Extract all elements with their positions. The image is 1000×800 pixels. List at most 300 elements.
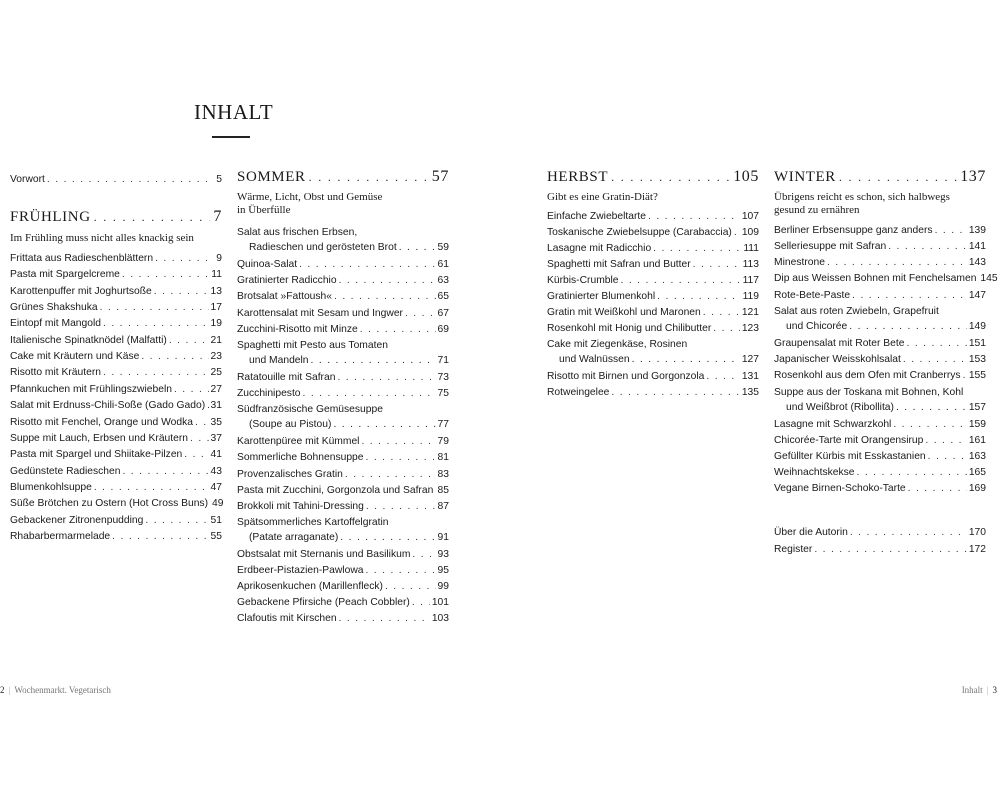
subtitle-line: Übrigens reicht es schon, sich halbwegs [774,191,950,203]
entry-label-continued: und Walnüssen [559,354,630,365]
entry-label-line2 [237,417,449,432]
footer-separator: | [8,685,11,695]
entry-page: 21 [210,334,222,346]
entry-page: 35 [210,416,222,428]
entry-label: Ratatouille mit Safran [237,371,336,383]
section-page: 137 [960,168,986,185]
entry-label: Salat aus roten Zwiebeln, Grapefruit [774,305,939,317]
entry-label: Lasagne mit Schwarzkohl [774,418,892,430]
entry-label: Zucchinipesto [237,388,301,399]
toc-entry[interactable] [547,321,759,336]
leader-dots [888,239,967,254]
subtitle-line: in Überfülle [237,204,291,216]
toc-entry[interactable] [237,370,449,385]
toc-entry[interactable] [547,289,759,304]
entry-label: Register [774,543,813,555]
entry-page: 141 [968,241,986,253]
entry-label: Berliner Erbsensuppe ganz anders [774,225,933,236]
toc-entry[interactable] [10,496,222,511]
leader-dots [657,289,740,304]
leader-dots [47,172,214,187]
leader-dots [827,255,967,270]
leader-dots [309,170,429,185]
leader-dots [122,464,208,479]
leader-dots [94,210,211,225]
leader-dots [195,415,209,430]
subtitle-line: Wärme, Licht, Obst und Gemüse [237,191,383,203]
entry-page: 43 [210,465,222,477]
entry-page: 23 [210,351,222,363]
entry-page: 67 [437,307,449,319]
leader-dots [333,417,435,432]
leader-dots [334,289,436,304]
entry-label: Karottenpuffer mit Joghurtsoße [10,285,152,297]
entry-label: Kürbis-Crumble [547,275,619,286]
section-heading-winter[interactable] [774,168,986,186]
leader-dots [611,170,730,185]
leader-dots [385,579,436,594]
entry-label: Italienische Spinatknödel (Malfatti) [10,334,167,346]
entry-label: Minestrone [774,257,825,269]
entry-page: 111 [743,243,759,254]
entry-label: Risotto mit Birnen und Gorgonzola [547,371,705,382]
leader-dots [169,333,209,348]
toc-entry[interactable] [774,304,986,334]
entry-label: Aprikosenkuchen (Marillenfleck) [237,581,383,593]
entry-page: 41 [210,449,222,461]
entry-page: 91 [437,531,449,543]
toc-entry[interactable] [547,241,759,256]
entry-label: Toskanische Zwiebelsuppe (Carabaccia) [547,227,732,238]
title-rule [212,136,250,138]
entry-page: 51 [210,514,222,526]
leader-dots [141,349,208,364]
toc-entry[interactable] [10,316,222,331]
toc-entry[interactable] [10,513,222,528]
leader-dots [303,386,436,401]
entry-label: Vorwort [10,174,45,185]
toc-entry[interactable] [10,431,222,446]
entry-label-continued: und Chicorée [786,320,848,332]
leader-dots [365,563,435,578]
entry-page: 149 [968,320,986,332]
entry-page: 151 [968,338,986,350]
leader-dots [908,481,967,496]
section-heading-fruehling[interactable] [10,208,222,226]
entry-page: 135 [741,387,759,398]
toc-entry[interactable] [774,288,986,303]
entry-page: 163 [968,451,986,463]
entry-label-line2 [237,240,449,255]
entry-label: Spaghetti mit Safran und Butter [547,259,691,270]
entry-page: 147 [968,289,986,301]
entry-page: 131 [741,371,759,382]
leader-dots [361,434,435,449]
entry-label: Lasagne mit Radicchio [547,243,652,254]
toc-entry[interactable] [10,480,222,495]
section-subtitle [237,191,382,217]
entry-page: 119 [742,291,759,302]
toc-entry[interactable] [237,611,449,626]
entry-label-line2 [237,353,449,368]
entry-label: Frittata aus Radieschenblättern [10,253,154,264]
entry-label: Pfannkuchen mit Frühlingszwiebeln [10,383,172,395]
entry-page: 85 [437,484,449,496]
entry-label: Gratin mit Weißkohl und Maronen [547,307,701,318]
entry-page: 121 [741,307,759,318]
leader-dots [184,447,208,462]
toc-entry[interactable] [774,542,986,557]
leader-dots [360,322,436,337]
entry-label: Pasta mit Spargel und Shiitake-Pilzen [10,449,183,461]
entry-page: 71 [437,354,449,366]
toc-entry[interactable] [237,434,449,449]
entry-label: Pasta mit Spargelcreme [10,269,120,281]
section-title: SOMMER [237,169,306,185]
leader-dots [611,385,739,400]
entry-page: 63 [437,275,449,287]
entry-label: Selleriesuppe mit Safran [774,241,887,253]
entry-label: Risotto mit Fenchel, Orange und Wodka [10,416,193,428]
entry-page: 69 [437,323,449,335]
toc-entry[interactable] [547,337,759,367]
entry-page: 139 [968,225,986,236]
entry-page: 77 [437,419,449,431]
toc-entry[interactable] [10,349,222,364]
leader-dots [412,547,435,562]
entry-page: 95 [437,565,449,577]
leader-dots [112,529,208,544]
entry-page: 79 [437,436,449,448]
leader-dots [339,273,436,288]
section-title: FRÜHLING [10,209,91,225]
leader-dots [122,267,209,282]
entry-page: 5 [216,174,222,185]
section-title: WINTER [774,169,836,185]
entry-label: Risotto mit Kräutern [10,367,101,379]
toc-entry[interactable] [774,336,986,351]
section-subtitle: Im Frühling muss nicht alles knackig sein [10,232,194,244]
entry-page: 49 [212,498,224,510]
entry-label: Salat mit Erdnuss-Chili-Soße (Gado Gado) [10,400,206,412]
toc-entry[interactable] [237,563,449,578]
entry-label: Cake mit Ziegenkäse, Rosinen [547,339,688,350]
leader-dots [907,336,967,351]
toc-entry[interactable] [237,467,449,482]
leader-dots [734,225,740,240]
entry-label-line2 [547,352,759,367]
leader-dots [648,209,740,224]
leader-dots [852,288,967,303]
entry-label-line2 [774,319,986,334]
entry-label: Graupensalat mit Roter Bete [774,338,905,350]
leader-dots [207,398,208,413]
entry-label: Clafoutis mit Kirschen [237,613,337,625]
entry-page: 109 [741,227,759,238]
entry-label: Cake mit Kräutern und Käse [10,351,140,363]
entry-page: 107 [741,211,759,222]
entry-label: Weihnachtskekse [774,467,855,479]
entry-page: 127 [741,354,759,365]
entry-label: Blumenkohlsuppe [10,481,92,493]
section-page: 57 [431,168,449,185]
entry-page: 123 [741,323,759,334]
entry-label: Gratinierter Radicchio [237,275,337,287]
leader-dots [653,241,741,256]
entry-page: 169 [968,483,986,495]
toc-entry[interactable] [774,271,998,286]
toc-entry[interactable] [547,273,759,288]
leader-dots [103,365,209,380]
entry-label: Chicorée-Tarte mit Orangensirup [774,434,924,446]
toc-entry[interactable] [10,365,222,380]
toc-entry[interactable] [774,352,986,367]
leader-dots [928,449,967,464]
entry-label-continued: und Mandeln [249,354,309,366]
toc-entry[interactable] [237,257,449,272]
entry-page: 93 [437,549,449,560]
entry-label-continued: (Soupe au Pistou) [249,419,332,431]
entry-label: Provenzalisches Gratin [237,468,343,480]
entry-page: 161 [968,434,986,446]
toc-entry[interactable] [10,267,222,282]
toc-entry[interactable] [10,251,222,266]
leader-dots [925,433,966,448]
footer-page-number: 2 [0,685,5,695]
leader-dots [311,353,436,368]
entry-label: Zucchini-Risotto mit Minze [237,323,358,335]
toc-entry[interactable] [237,386,449,401]
entry-page: 19 [210,318,222,330]
toc-entry[interactable] [774,385,986,415]
toc-entry[interactable] [774,525,986,540]
entry-label: Karottensalat mit Sesam und Ingwer [237,307,403,319]
leader-dots [94,480,209,495]
section-subtitle [774,191,950,217]
toc-entry[interactable] [547,369,759,384]
entry-label: Erdbeer-Pistazien-Pawlowa [237,565,364,577]
entry-page: 157 [968,401,986,413]
entry-page: 25 [210,367,222,379]
entry-page: 73 [437,371,449,383]
entry-label: Spaghetti mit Pesto aus Tomaten [237,339,388,351]
toc-entry[interactable] [774,368,986,383]
toc-entry[interactable] [237,338,449,368]
leader-dots [849,319,967,334]
entry-label: Suppe aus der Toskana mit Bohnen, Kohl [774,386,964,398]
entry-page: 81 [437,452,449,464]
entry-page: 103 [431,613,449,625]
toc-entry[interactable] [237,547,449,562]
section-heading-sommer[interactable] [237,168,449,186]
toc-entry[interactable] [10,300,222,315]
entry-label: Rhabarbermarmelade [10,530,111,542]
leader-dots [893,417,966,432]
toc-entry[interactable] [237,499,449,514]
section-heading-herbst[interactable] [547,168,759,186]
entry-page: 47 [210,481,222,493]
toc-entry[interactable] [237,273,449,288]
toc-entry[interactable] [547,385,759,400]
entry-label-line2 [774,400,986,415]
entry-page: 75 [437,388,449,399]
leader-dots [339,611,430,626]
section-page: 7 [213,208,222,225]
leader-dots [713,321,740,336]
entry-label: Vegane Birnen-Schoko-Tarte [774,483,906,495]
toc-entry[interactable] [774,239,986,254]
toc-entry[interactable] [547,257,759,272]
entry-label: Japanischer Weisskohlsalat [774,354,901,366]
toc-entry[interactable] [774,255,986,270]
toc-entry[interactable] [547,225,759,240]
entry-label: Gebackener Zitronenpudding [10,514,144,526]
entry-page: 170 [968,527,986,538]
toc-entry[interactable] [774,465,986,480]
entry-label: Grünes Shakshuka [10,302,98,314]
footer-section-title: Inhalt [961,685,983,695]
leader-dots [621,273,741,288]
footer-right [962,685,997,695]
toc-entry[interactable] [237,450,449,465]
entry-label: Brotsalat »Fattoush« [237,291,333,303]
toc-entry[interactable] [774,433,986,448]
toc-entry[interactable] [237,322,449,337]
toc-entry[interactable] [774,481,986,496]
subtitle-line: gesund zu ernähren [774,204,860,216]
entry-label: Südfranzösische Gemüsesuppe [237,404,383,416]
leader-dots [155,251,214,266]
entry-label: Einfache Zwiebeltarte [547,211,647,222]
toc-entry[interactable] [10,529,222,544]
entry-label-continued: (Patate arraganate) [249,531,339,543]
leader-dots [857,465,967,480]
entry-page: 99 [437,581,449,593]
toc-entry-vorwort[interactable] [10,172,222,187]
leader-dots [703,305,740,320]
leader-dots [839,170,957,185]
entry-page: 65 [437,291,449,303]
toc-entry[interactable] [774,449,986,464]
toc-entry[interactable] [237,225,449,255]
toc-entry[interactable] [237,306,449,321]
leader-dots [299,257,435,272]
entry-page: 159 [968,418,986,430]
entry-page: 117 [742,275,759,286]
toc-entry[interactable] [774,417,986,432]
leader-dots [632,352,740,367]
entry-label: Obstsalat mit Sternanis und Basilikum [237,549,411,560]
entry-label: Rosenkohl aus dem Ofen mit Cranberrys [774,370,961,382]
entry-label: Rotweingelee [547,387,610,398]
entry-page: 153 [968,354,986,366]
toc-entry[interactable] [774,223,986,238]
leader-dots [100,300,209,315]
entry-label: Pasta mit Zucchini, Gorgonzola und Safran [237,484,434,496]
section-page: 105 [733,168,759,185]
leader-dots [190,431,209,446]
toc-entry[interactable] [547,305,759,320]
footer-left [0,685,111,695]
section-subtitle: Gibt es eine Gratin-Diät? [547,191,658,203]
entry-page: 172 [968,543,986,555]
entry-page: 101 [431,597,449,609]
entry-label: Eintopf mit Mangold [10,318,102,330]
toc-entry[interactable] [237,402,449,432]
leader-dots [850,525,967,540]
entry-page: 13 [210,285,222,297]
entry-page: 37 [210,432,222,444]
leader-dots [399,240,436,255]
toc-entry[interactable] [10,415,222,430]
toc-entry[interactable] [237,579,449,594]
leader-dots [412,595,430,610]
leader-dots [706,369,739,384]
entry-label: Sommerliche Bohnensuppe [237,452,364,464]
entry-page: 143 [968,257,986,269]
leader-dots [366,499,436,514]
footer-page-number: 3 [992,685,997,695]
entry-label: Salat aus frischen Erbsen, [237,227,358,238]
toc-entry[interactable] [10,382,222,397]
page-title: INHALT [194,100,274,124]
entry-label: Dip aus Weissen Bohnen mit Fenchelsamen [774,273,977,285]
toc-entry[interactable] [10,284,222,299]
toc-entry[interactable] [547,209,759,224]
entry-label: Rote-Bete-Paste [774,289,851,301]
entry-page: 145 [980,273,998,285]
entry-label: Gratinierter Blumenkohl [547,291,656,302]
leader-dots [366,450,436,465]
entry-label: Spätsommerliches Kartoffelgratin [237,516,389,528]
leader-dots [903,352,967,367]
entry-page: 9 [216,253,222,264]
entry-page: 61 [437,259,449,271]
entry-label-line2 [237,530,449,545]
entry-page: 31 [210,400,222,412]
toc-entry[interactable] [237,483,449,498]
leader-dots [896,400,967,415]
leader-dots [103,316,209,331]
footer-book-title: Wochenmarkt. Vegetarisch [14,685,111,695]
toc-entry[interactable] [10,333,222,348]
entry-page: 87 [437,500,449,512]
toc-entry[interactable] [237,289,449,304]
entry-page: 113 [742,259,759,270]
leader-dots [154,284,209,299]
toc-entry[interactable] [237,515,449,545]
entry-page: 55 [210,530,222,542]
toc-entry[interactable] [10,464,222,479]
entry-label: Gebackene Pfirsiche (Peach Cobbler) [237,597,410,609]
entry-page: 17 [210,302,222,314]
leader-dots [174,382,209,397]
toc-entry[interactable] [237,595,449,610]
leader-dots [145,513,208,528]
entry-label-continued: und Weißbrot (Ribollita) [786,401,894,413]
entry-page: 165 [968,467,986,479]
entry-label-continued: Radieschen und gerösteten Brot [249,242,397,253]
leader-dots [345,467,436,482]
entry-label: Brokkoli mit Tahini-Dressing [237,500,364,512]
toc-entry[interactable] [10,398,222,413]
toc-entry[interactable] [10,447,222,462]
section-title: HERBST [547,169,609,185]
entry-label: Karottenpüree mit Kümmel [237,436,360,448]
leader-dots [693,257,741,272]
entry-label: Über die Autorin [774,527,848,538]
footer-separator: | [986,685,989,695]
